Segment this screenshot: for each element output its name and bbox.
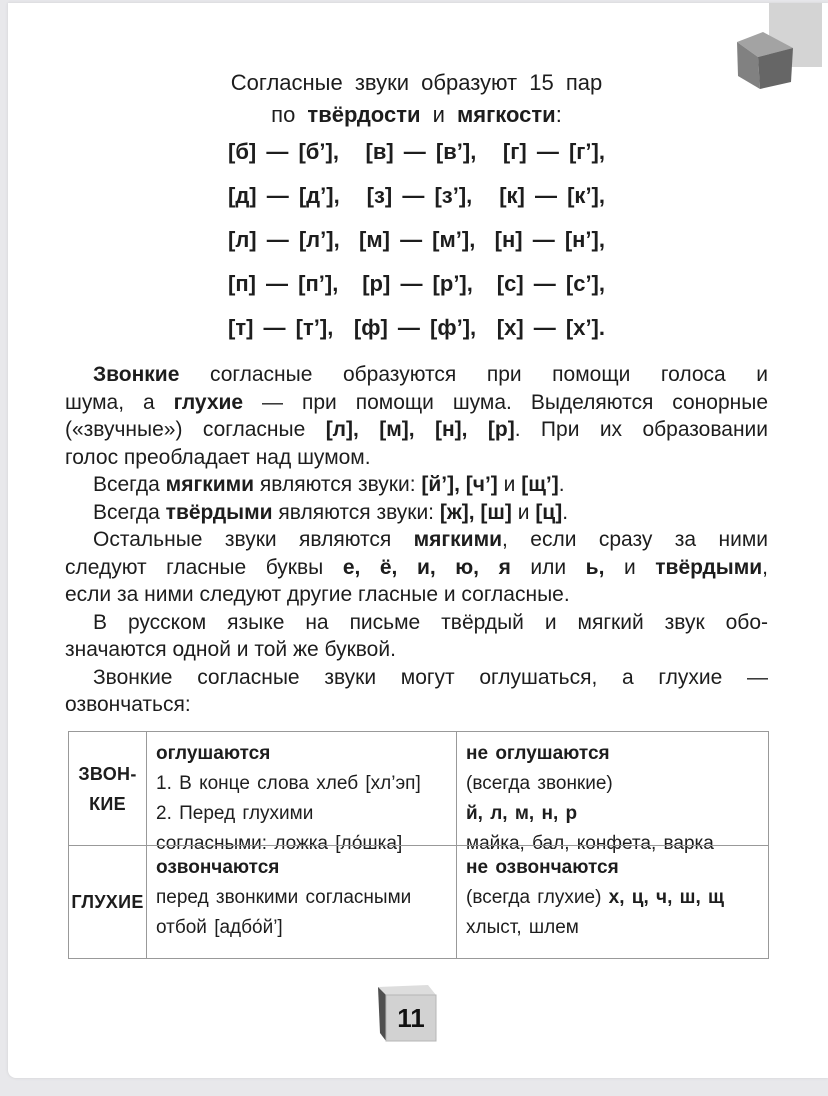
text-run: (всегда глухие) [466, 887, 609, 908]
text-run: [з] — [з’], [366, 183, 473, 208]
table-cell-devoiced [146, 732, 456, 854]
consonant-pairs-list [65, 140, 768, 360]
text-run: [м] — [м’], [359, 227, 476, 252]
text-run: [щ’] [521, 473, 559, 496]
body-text-line [65, 361, 768, 389]
body-text [65, 361, 768, 719]
table-cell-not-voiced [456, 845, 768, 958]
text-run: по [271, 102, 308, 127]
page-number-tile [370, 983, 440, 1045]
text-run: ЗВОН- [78, 763, 137, 784]
text-run: оглушаются [156, 743, 271, 764]
text-run: [б] — [б’], [228, 139, 339, 164]
table-row-label-voiceless [69, 845, 146, 958]
text-run: [л], [м], [н], [р] [325, 418, 515, 441]
body-text-line [65, 389, 768, 417]
text-run: согласные образуются при помощи голоса и [179, 363, 768, 386]
text-line [466, 739, 764, 769]
text-run: [в] — [в’], [365, 139, 477, 164]
body-text-line [65, 691, 768, 719]
text-run: мягкости [457, 102, 556, 127]
text-run: озвончаться: [65, 693, 191, 716]
text-run: согласными: ложка [ло́шка] [156, 833, 403, 854]
text-run: майка, бал, конфета, варка [466, 833, 714, 854]
text-run: хлыст, шлем [466, 917, 579, 938]
text-run: : [555, 102, 562, 127]
text-run: В русском языке на письме твёрдый и мягкий звук обо- [93, 610, 768, 634]
table-cell-not-devoiced [456, 732, 768, 854]
text-run: [ц] [535, 500, 563, 524]
text-run: , [762, 555, 768, 579]
text-run: значаются одной и той же буквой. [65, 638, 396, 661]
text-line [466, 799, 764, 829]
text-run: [д] — [д’], [228, 183, 340, 208]
body-text-line [65, 526, 768, 554]
text-run: являются звуки: [254, 473, 422, 496]
text-run: ь, [585, 555, 605, 579]
text-run: глухие [173, 390, 244, 414]
text-run: [й’], [ч’] [421, 473, 498, 496]
text-run: [т] — [т’], [228, 315, 334, 340]
body-text-line [65, 609, 768, 637]
text-run: следуют гласные буквы [65, 555, 343, 579]
text-line [156, 913, 452, 943]
text-line [156, 883, 452, 913]
tile-side-face [378, 987, 386, 1041]
pair-row [228, 184, 605, 208]
section-heading [65, 70, 768, 128]
text-run: [ж], [ш] [439, 500, 512, 524]
text-line [156, 769, 452, 799]
text-line [156, 739, 452, 769]
heading-line-2 [65, 102, 768, 128]
pair-row [228, 316, 605, 340]
text-run: («звучные») согласные [65, 418, 326, 441]
text-run: КИЕ [89, 793, 126, 814]
text-run: . При их образовании [514, 418, 768, 441]
text-run: не оглушаются [466, 743, 610, 764]
text-run: [х] — [х’]. [496, 315, 605, 340]
text-run: [к] — [к’], [499, 183, 605, 208]
text-run: Согласные звуки образуют 15 пар [230, 70, 603, 95]
text-line [156, 853, 452, 883]
text-run: [с] — [с’], [496, 271, 605, 296]
pair-row [228, 228, 605, 252]
text-run: — при помощи шума. Выделяются сонорные [243, 390, 768, 414]
text-run: шума, а [65, 390, 174, 414]
text-run: Остальные звуки являются [93, 528, 414, 551]
table-row-label-voiced [69, 732, 146, 845]
text-run: мягкими [413, 528, 503, 551]
text-run: Всегда [93, 473, 166, 496]
text-run: [ф] — [ф’], [353, 315, 477, 340]
pair-row [228, 140, 605, 164]
text-run: Звонкие [93, 363, 180, 386]
text-run: Звонкие согласные звуки могут оглушаться, а глухие — [93, 665, 768, 689]
text-line [466, 769, 764, 799]
text-run: Всегда [93, 500, 166, 524]
text-run: твёрдости [307, 102, 421, 127]
body-text-line [65, 664, 768, 692]
text-run: не озвончаются [466, 857, 619, 878]
body-text-line [65, 499, 768, 527]
text-run: являются звуки: [272, 500, 440, 524]
text-run: й, л, м, н, р [466, 803, 578, 824]
text-run: перед звонкими согласными [156, 887, 412, 908]
text-run: [н] — [н’], [494, 227, 605, 252]
text-run: [р] — [р’], [362, 271, 473, 296]
text-run: х, ц, ч, ш, щ [608, 887, 725, 908]
page-number: 11 [397, 1003, 425, 1033]
text-line [89, 789, 126, 819]
text-run: твёрдыми [165, 500, 273, 524]
text-run: , если сразу за ними [502, 528, 768, 551]
pair-row [228, 272, 605, 296]
book-page [8, 3, 828, 1078]
body-text-line [65, 444, 768, 472]
text-line [466, 913, 764, 943]
text-run: голос преобладает над шумом. [65, 445, 371, 469]
text-run: или [510, 555, 586, 579]
text-run: е, ё, и, ю, я [342, 555, 511, 579]
text-run: 1. В конце слова хлеб [хл’эп] [156, 773, 421, 794]
text-run: отбой [адбо́й’] [156, 917, 283, 938]
text-run: [п] — [п’], [228, 271, 339, 296]
body-text-line [65, 471, 768, 499]
text-run: и [497, 473, 522, 496]
body-text-line [65, 636, 768, 664]
heading-line-1 [65, 70, 768, 96]
text-line [466, 883, 764, 913]
text-run: твёрдыми [655, 555, 763, 579]
text-run: . [562, 500, 569, 524]
table-cell-voiced-context [146, 845, 456, 958]
text-run: и [604, 555, 656, 579]
text-run: мягкими [165, 473, 255, 496]
text-run: ГЛУХИЕ [71, 892, 144, 912]
text-run: и [420, 102, 458, 127]
text-line [78, 759, 136, 789]
text-run: озвончаются [156, 857, 280, 878]
text-line [466, 853, 764, 883]
text-run: [л] — [л’], [228, 227, 340, 252]
text-run: . [558, 473, 565, 496]
body-text-line [65, 416, 768, 444]
body-text-line [65, 554, 768, 582]
voicing-table [68, 731, 769, 959]
text-run: если за ними следуют другие гласные и согласные. [65, 583, 570, 606]
text-run: 2. Перед глухими [156, 803, 314, 824]
text-run: [г] — [г’], [502, 139, 605, 164]
text-run: (всегда звонкие) [466, 773, 613, 794]
text-line [71, 887, 143, 917]
text-line [156, 799, 452, 829]
body-text-line [65, 581, 768, 609]
text-run: и [511, 500, 536, 524]
tile-top-face [378, 985, 436, 995]
